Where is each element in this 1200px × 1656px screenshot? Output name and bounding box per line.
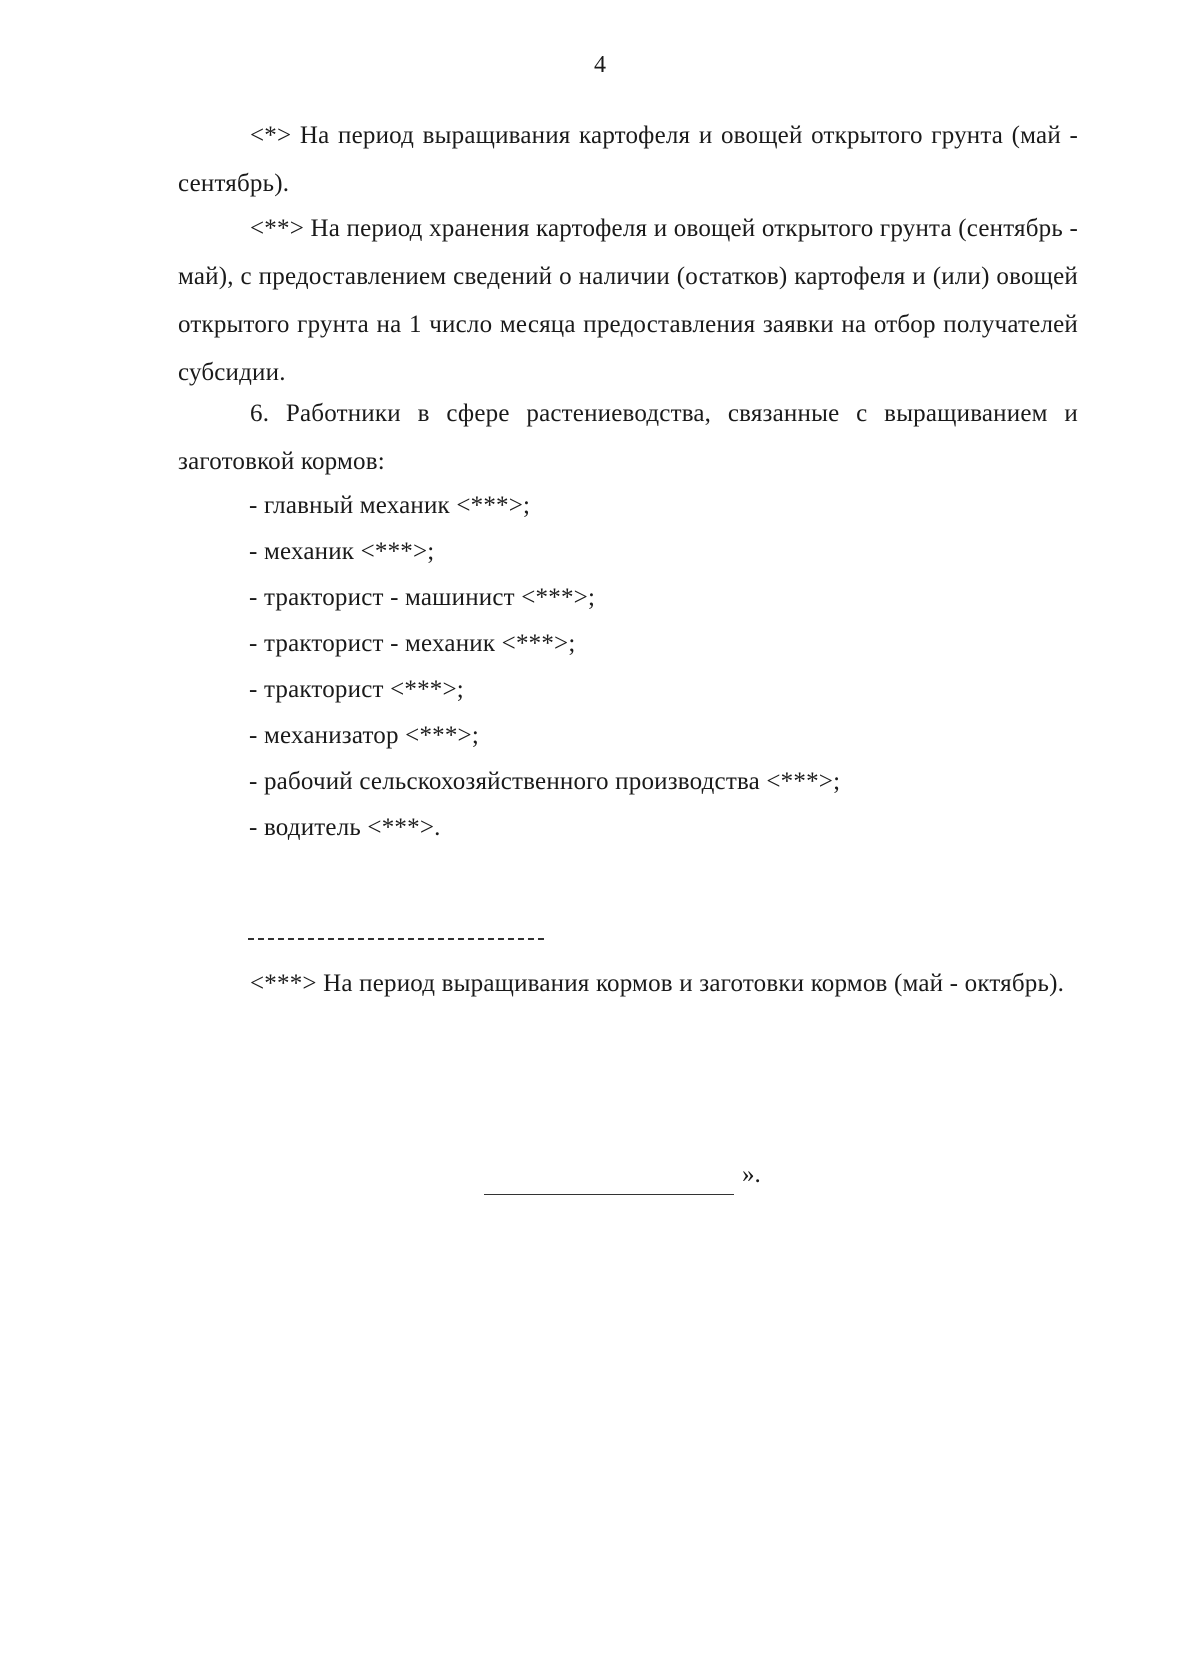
closing-quote: ». xyxy=(742,1161,761,1188)
list-item: - механизатор <***>; xyxy=(249,722,480,749)
list-item: - тракторист - механик <***>; xyxy=(249,630,576,657)
footnote-potato-vegetables-storage: <**> На период хранения картофеля и овощей открытого грунта (сентябрь - май), с предоставлением сведений о наличии (остатков) картофеля и (или) овощей открытого грунта на 1 число месяца предоставления заявки на отбор получателей субсидии. xyxy=(178,215,1078,386)
list-item: - тракторист <***>; xyxy=(249,676,464,703)
page-number: 4 xyxy=(594,52,606,78)
list-item: - механик <***>; xyxy=(249,538,435,565)
footnote-separator xyxy=(248,938,544,940)
list-item: - тракторист - машинист <***>; xyxy=(249,584,596,611)
closing-mark xyxy=(484,1155,761,1195)
list-item: - главный механик <***>; xyxy=(249,492,531,519)
list-item: - рабочий сельскохозяйственного производства <***>; xyxy=(249,768,841,795)
list-item: - водитель <***>. xyxy=(249,814,441,841)
section-6-heading: 6. Работники в сфере растениеводства, связанные с выращиванием и заготовкой кормов: xyxy=(178,400,1078,475)
closing-underline xyxy=(484,1166,734,1195)
footnote-feed-growing: <***> На период выращивания кормов и заготовки кормов (май - октябрь). xyxy=(250,970,1065,997)
footnote-potato-vegetables-growing: <*> На период выращивания картофеля и овощей открытого грунта (май - сентябрь). xyxy=(178,122,1078,197)
